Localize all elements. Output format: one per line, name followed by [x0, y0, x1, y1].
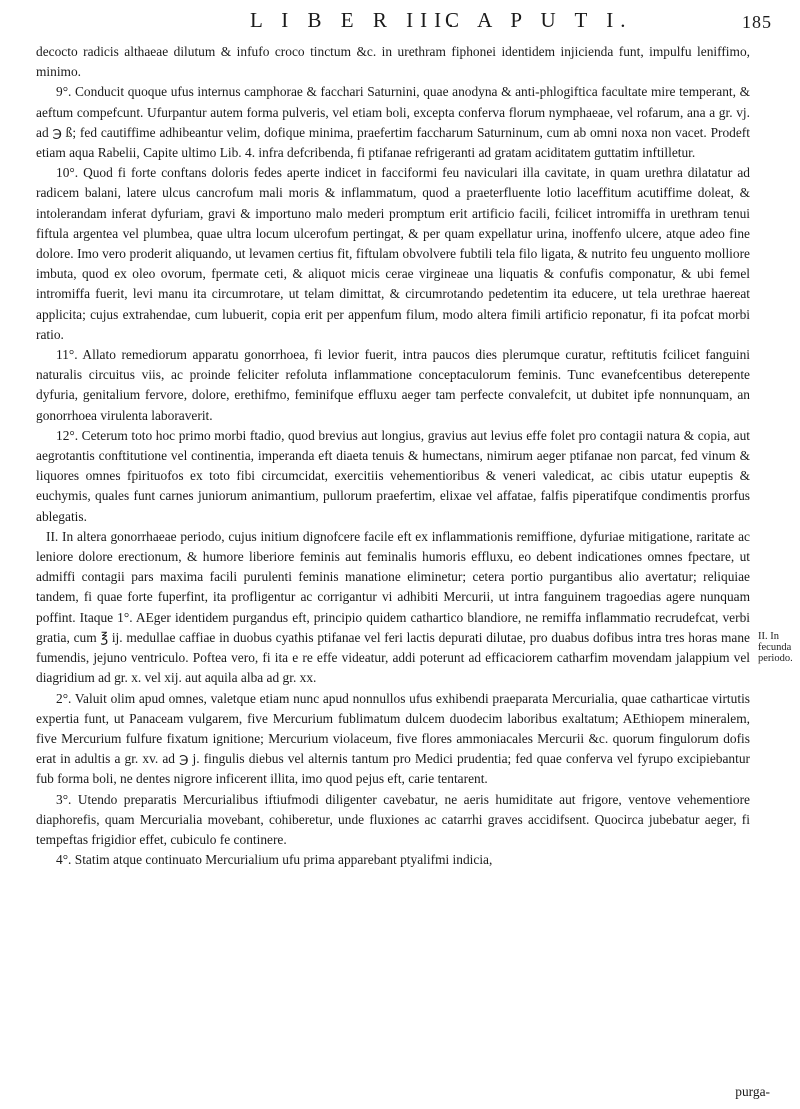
paragraph-2: 2°. Valuit olim apud omnes, valetque etiam nunc apud nonnullos ufus exhibendi praeparata Mercurialia, quae catharticae virtutis expertia funt, ut Panaceam vulgarem, five Mercurium fublimatum dulcem duodecim laboribus exaltatum; AEthiopem mineralem, five Mercurium fulfure fixatum ignitione; Mercurium violaceum, five flores ammoniacales Mercurii &c. quorum fingulorum dofis erat in adultis a gr. xv. ad ℈ j. fingulis diebus vel alternis tantum pro Medici prudentia; fed quae conferva vel fyrupo excipiebantur fub forma boli, ne dentes nigrore inficerent illita, imo quod pejus eft, carie tentarent.: [36, 690, 750, 787]
catchword: purga-: [735, 1084, 770, 1099]
paragraph-3: 3°. Utendo preparatis Mercurialibus iftiufmodi diligenter cavebatur, ne aeris humiditate aut frigore, ventove vehementiore diaphorefis, quam Mercurialia movebant, cohiberetur, unde fluxiones ac catarrhi graves accidifsent. Quocirca jubebatur aeger, fi tempeftas frigidior effet, cubiculo fe continere.: [36, 791, 750, 847]
running-head: [250, 8, 700, 38]
paragraph-4: 4°. Statim atque continuato Mercurialium ufu prima apparebant ptyalifmi indicia,: [56, 852, 493, 868]
paragraph-12: 12°. Ceterum toto hoc primo morbi ftadio, quod brevius aut longius, gravius aut levius effe folet pro contagii natura & copia, aut aegrotantis conftitutione vel continentia, imperanda eft diaeta tenuis & humectans, nimirum aeger ptifanae non parcat, fed vinum & liquores omnes fpirituofos ex toto fibi circumcidat, exercitiis vehementioribus & veneri valedicat, ac cibis utatur eupeptis & euchymis, quales funt carnes juniorum animantium, pullorum praefertim, elixae vel affatae, falfis piperatifque condimentis prorfus ablegatis.: [36, 427, 750, 524]
margin-note: II. In fecunda periodo.: [758, 631, 793, 664]
paragraph-10: 10°. Quod fi forte conftans doloris fedes aperte indicet in facciformi feu naviculari illa cavitate, in quam urethra dilatatur ad radicem balani, latere ulcus cancrofum mali moris & inflammatum, quod a praeterfluente lotio laceffitum acutiffime doleat, & intolerandam inferat dyfuriam, gravi & importuno malo mederi promptum erit artificio facili, fcilicet intromiffa in urethram tenui fiftula argentea vel plumbea, quae ultra locum ulcerofum pertingat, & per quam expellatur urina, inoffenfo ulcere, atque adeo fine dolore. Imo vero proderit aliquando, ut levamen certius fit, fiftulam obvolvere fubtili tela filo ligata, & nutrito feu unguento molliore imbuta, quod ex oleo ovorum, fpermate ceti, & aliquot micis cerae virgineae una liquatis & confufis componatur, & ubi femel intromiffa fuerit, levi manu ita circumrotare, ut telam dimittat, & circumrotando pedetentim ita educere, ut tela urethrae haereat applicita; cujus extrahendae, cum lubuerit, copia erit per appenfum filum, modo altera fimili artificio reponatur, fi ita pofcat morbi ratio.: [36, 165, 750, 342]
book-number: L I B E R III.: [250, 8, 461, 32]
paragraph-11: 11°. Allato remediorum apparatu gonorrhoea, fi levior fuerit, intra paucos dies plerumque curatur, reftitutis fcilicet fanguini naturalis circuitus viis, ac proinde feliciter refoluta inflammatione conceptaculorum feminis. Tunc evanefcentibus deterepente dyfuria, genitalium fervore, dolore, erethifmo, feminifque effluxu aeger tam perfecte convalefcit, ut dubitet ipfe nonnunquam, an gonorrhoea virulenta laboraverit.: [36, 347, 750, 423]
page-number: 185: [742, 12, 772, 32]
paragraph-continuation: decocto radicis althaeae dilutum & infufo croco tinctum &c. in urethram fiphonei identidem injicienda funt, impulfu leniffimo, minimo.: [36, 44, 750, 80]
chapter-number: C A P U T I.: [445, 8, 633, 32]
paragraph-9: 9°. Conducit quoque ufus internus camphorae & facchari Saturnini, quae anodyna & anti-phlogiftica facultate mire temperant, & aeftum compefcunt. Ufurpantur autem forma pulveris, vel etiam boli, excepta conferva florum nymphaeae, vel rofarum, ana a gr. vj. ad ℈ ß; fed cautiffime adhibeantur velim, dofique minima, praefertim faccharum Saturninum, cum ab omni noxa non vacet. Prodeft etiam aqua Rabelii, Capite ultimo Lib. 4. infra defcribenda, fi ptifanae refrigeranti ad gratam aciditatem guttatim inftilletur.: [36, 84, 750, 161]
section-II: II. In altera gonorrhaeae periodo, cujus initium dignofcere facile eft ex inflammationis remiffione, dyfuriae mitigatione, raritate ac leniore dolore erectionum, & humore liberiore feminis aut feminalis humoris effluxu, eo debent indicationes omnes fpectare, ut admiffi contagii pars maxima facili purulenti feminis manatione eliminetur; cetera portio purgantibus alio avertatur; reliquiae tandem, fi quae forte fuperfint, ita profligentur ac corrigantur vi adhibiti Mercurii, ut intra fanguinem tragoedias agere nunquam poffint. Itaque 1°. AEger identidem purgandus eft, principio quidem cathartico blandiore, ne remiffa inflammatio recrudefcat, verbi gratia, cum ℥ ij. medullae caffiae in duobus cyathis ptifanae vel feri lactis depurati dilutae, pro duabus dofibus intra tres horas mane fumendis, jejuno ventriculo. Poftea vero, fi ita e re effe videatur, addi poterunt ad efficaciorem catharfim movendam jalappium vel diagridium ad gr. x. vel xij. aut aquila alba ad gr. xx.: [36, 528, 750, 686]
main-text: [36, 42, 750, 870]
